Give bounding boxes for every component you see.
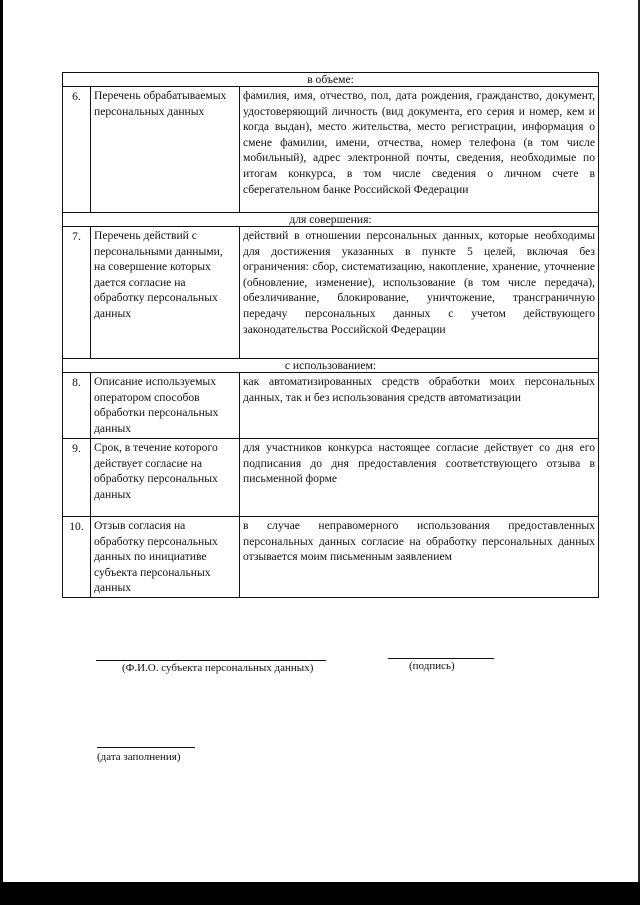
table-row bbox=[63, 439, 599, 517]
row-value: для участников конкурса настоящее согласие действует со дня его подписания до дня предоставления соответствующего отзыва в письменной форме bbox=[240, 439, 599, 517]
row-number: 10. bbox=[63, 517, 91, 598]
date-caption: (дата заполнения) bbox=[97, 751, 181, 763]
section-label: в объеме: bbox=[63, 73, 599, 87]
table-row bbox=[63, 373, 599, 439]
scan-border-left bbox=[0, 0, 3, 905]
row-value: действий в отношении персональных данных, которые необходимы для достижения указанных в пункте 5 целей, включая без ограничения: сбор, систематизацию, накопление, хранение, уточнение (обновление, изменение), использование (в том числе передача), обезличивание, блокирование, уничтожение, трансграничную передачу персональных данных с учетом действующего законодательства Российской Федерации bbox=[240, 227, 599, 359]
row-number: 6. bbox=[63, 87, 91, 213]
name-signature-line bbox=[96, 660, 326, 661]
row-label: Отзыв согласия на обработку персональных данных по инициативе субъекта персональных данных bbox=[91, 517, 240, 598]
table-row bbox=[63, 517, 599, 598]
row-value: как автоматизированных средств обработки моих персональных данных, так и без использования средств автоматизации bbox=[240, 373, 599, 439]
date-line bbox=[97, 747, 195, 748]
section-row bbox=[63, 359, 599, 373]
row-value: в случае неправомерного использования предоставленных персональных данных согласие на обработку персональных данных отзывается моим письменным заявлением bbox=[240, 517, 599, 598]
row-label: Перечень обрабатываемых персональных данных bbox=[91, 87, 240, 213]
name-caption: (Ф.И.О. субъекта персональных данных) bbox=[122, 662, 314, 674]
signature-line bbox=[388, 658, 494, 659]
scan-border-bottom bbox=[0, 882, 640, 905]
row-number: 8. bbox=[63, 373, 91, 439]
row-label: Срок, в течение которого действует согласие на обработку персональных данных bbox=[91, 439, 240, 517]
section-row bbox=[63, 213, 599, 227]
consent-table bbox=[62, 72, 599, 598]
row-label: Перечень действий с персональными данными, на совершение которых дается согласие на обработку персональных данных bbox=[91, 227, 240, 359]
row-number: 9. bbox=[63, 439, 91, 517]
row-value: фамилия, имя, отчество, пол, дата рождения, гражданство, документ, удостоверяющий личность (вид документа, его серия и номер, кем и когда выдан), место жительства, место регистрации, информация о смене фамилии, имени, отчества, номер телефона (в том числе мобильный), адрес электронной почты, сведения, необходимые по итогам конкурса, в том числе сведения о личном счете в сберегательном банке Российской Федерации bbox=[240, 87, 599, 213]
row-label: Описание используемых оператором способов обработки персональных данных bbox=[91, 373, 240, 439]
signature-caption: (подпись) bbox=[409, 660, 455, 672]
section-label: с использованием: bbox=[63, 359, 599, 373]
table-row bbox=[63, 227, 599, 359]
section-row bbox=[63, 73, 599, 87]
table-row bbox=[63, 87, 599, 213]
section-label: для совершения: bbox=[63, 213, 599, 227]
row-number: 7. bbox=[63, 227, 91, 359]
